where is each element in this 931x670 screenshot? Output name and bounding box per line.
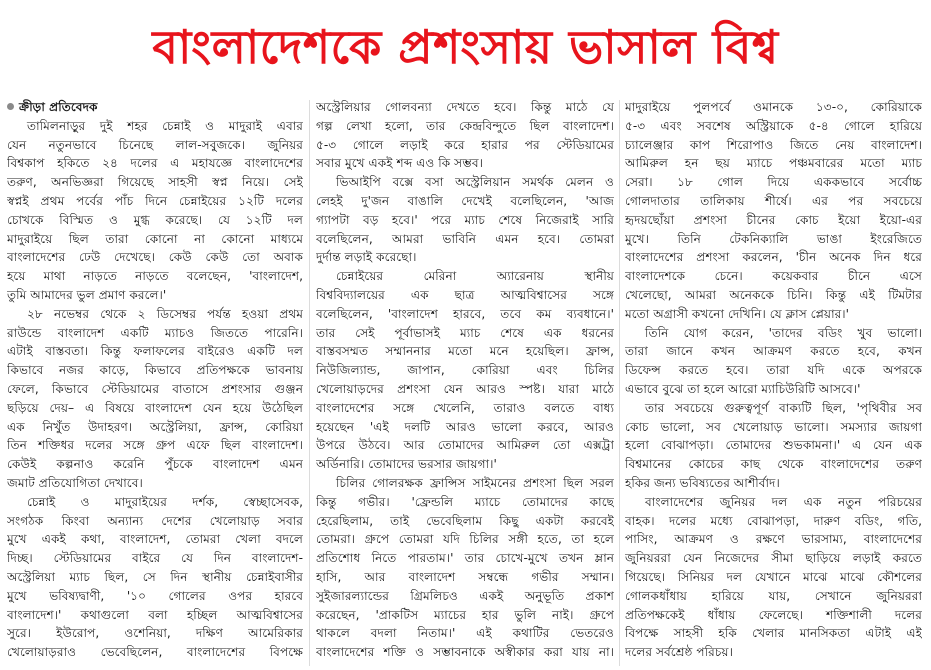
text-line: যেন নতুনভাবে চিনেছে লাল-সবুজকে। জুনিয়র — [7, 137, 303, 152]
text-line: হকির জন্য ভবিষ্যতের আশীর্বাদ। — [625, 475, 780, 490]
text-line: কোচ ভালো, সব খেলোয়াড় ভালো। সমস্যার জায়গা — [625, 419, 922, 434]
text-line: কিন্তু গভীর। 'ফ্রেন্ডলি ম্যাচে তোমাদের কাছে — [316, 494, 614, 509]
text-line: লেহই দু'জন বাঙালি দেখেই বলেছিলেন, 'আজ — [316, 193, 614, 208]
text-line: কেউই কল্পনাও করেনি পুঁচকে বাংলাদেশ এমন — [7, 457, 303, 472]
text-line: বাংলাদেশের সঙ্গে খেলেনি, তারাও বলতে বাধ্য — [316, 400, 614, 415]
text-line: বলেছিলেন, 'বাংলাদেশ হারবে, তবে কম ব্যবধানে।' — [316, 306, 614, 321]
column-3 — [625, 98, 922, 668]
text-line: বাংলাদেশকে চেনে। কয়েকবার চীনে এসে — [625, 269, 922, 284]
text-line: ভিআইপি বক্সে বসা অস্ট্রেলিয়ান সমর্থক মেলন ও — [336, 175, 614, 190]
text-line: তিনি যোগ করেন, 'তাদের বডিং খুব ভালো। — [645, 325, 922, 340]
text-line: তামিলনাড়ুর দুই শহর চেন্নাই ও মাদুরাই এবার — [27, 118, 303, 133]
text-line: বিশ্বকাপ হকিতে ২৪ দলের এ মহাযজ্ঞে বাংলাদেশের — [7, 156, 303, 171]
text-line: তরুণ, অনভিজ্ঞরা গিয়েছে সাহসী স্বপ্ন নিয়ে। সেই — [7, 175, 303, 190]
text-line: প্রতিশোধ নিতে পারতাম।' তার চোখে-মুখে তখন ম্লান — [316, 551, 614, 566]
text-line: বাংলাদেশের জুনিয়র দল এক নতুন পরিচয়ের — [645, 494, 922, 509]
text-line: গ্যাপটা বড় হবে।' পরে ম্যাচ শেষে নিজেরাই সারি — [316, 212, 614, 227]
text-line: অর্ডিনারি। তোমাদের ভরসার জায়গা।' — [316, 457, 497, 472]
text-line: বাংলাদেশ।' কথাগুলো বলা হচ্ছিল আত্মবিশ্বাসের — [7, 607, 303, 622]
text-line: সুইজারল্যান্ডের গ্রিমলিচও একই অনুভূতি প্রকাশ — [316, 588, 614, 603]
text-line: তার সেই পূর্বাভাসই ম্যাচ শেষে এক ধরনের — [316, 325, 614, 340]
text-line: বাস্তবসম্মত সম্মাননার মতো মনে হয়েছিল। ফ্রান্স, — [316, 344, 614, 359]
text-line: বাহক। দলের মধ্যে বোঝাপড়া, দারুণ বডিং, গতি, — [625, 513, 922, 528]
text-line: তুমি আমাদের ভুল প্রমাণ করলে।' — [7, 287, 167, 302]
column-divider — [619, 100, 620, 666]
text-line: খেলোয়াড়রাও ভেবেছিলেন, বাংলাদেশের বিপক্ষে — [7, 645, 303, 660]
text-line: দলের সর্বশ্রেষ্ঠ পরিচয়। — [625, 645, 733, 660]
text-line: জমাট প্রতিযোগিতা দেখাবে। — [7, 475, 143, 490]
text-line: সবার মুখে একই শব্দ এও কি সম্ভব। — [316, 156, 483, 171]
text-line: হৃদয়ছোঁয়া প্রশংসা চীনের কোচ ইয়ো ইয়ো-এর — [625, 212, 922, 227]
text-line: ২৮ নভেম্বর থেকে ২ ডিসেম্বর পর্যন্ত হওয়া প্রথম — [27, 306, 303, 321]
text-line: দিচ্ছ। স্টেডিয়ামের বাইরে যে দিন বাংলাদেশ- — [7, 551, 303, 566]
text-line: দুর্দান্ত লড়াই করেছো। — [316, 250, 417, 265]
text-line: সংগঠক কিংবা অন্যান্য দেশের খেলোয়াড় সবার — [7, 513, 303, 528]
text-line: ডিফেন্স করতে হবে। তারা যদি একে অপরকে — [625, 363, 922, 378]
text-line: নিউজিল্যান্ড, জাপান, কোরিয়া এবং চিলির — [316, 363, 614, 378]
text-line: গোলদাতার তালিকায় শীর্ষে। এর পর সবচেয়ে — [625, 193, 922, 208]
text-line: ৫-৩ গোলে লড়াই করে হারার পর স্টেডিয়ামের — [316, 137, 614, 152]
text-line: তিন শক্তিধর দলের সঙ্গে গ্রুপ এফে ছিল বাংলাদেশ। — [7, 438, 303, 453]
text-line: চিলির গোলরক্ষক ফ্রান্সিস সাইমনের প্রশংসা ছিল সরল — [336, 475, 614, 490]
text-line: গল্প লেখা হলো, তার কেন্দ্রবিন্দুতে ছিল বাংলাদেশ। — [316, 118, 614, 133]
text-line: হয়েছেন 'এই দলটি আরও ভালো করবে, আরও — [316, 419, 614, 434]
column-divider — [309, 100, 310, 666]
text-line: বিশ্ববিদ্যালয়ের এক ছাত্র আত্মবিশ্বাসের সঙ্গে — [316, 287, 614, 302]
text-line: চ্যালেঞ্জার কাপ শিরোপাও জিতে নেয় বাংলাদেশ। — [625, 137, 922, 152]
text-line: বাংলাদেশের শক্তি ও সম্ভাবনাকে অস্বীকার করা যায় না। — [316, 645, 614, 660]
text-line: স্বপ্নই প্রথম পর্বের পাঁচ দিনে চেন্নাইয়ের ১২টি দলের — [7, 193, 303, 208]
headline: বাংলাদেশকে প্রশংসায় ভাসাল বিশ্ব — [152, 20, 779, 74]
text-line: এটাই বাস্তবতা। কিন্তু ফলাফলের বাইরেও একটি দল — [7, 344, 303, 359]
column-2-body — [316, 98, 614, 662]
text-line: চোখকে বিস্মিত ও মুগ্ধ করেছে। যে ১২টি দল — [7, 212, 303, 227]
text-line: করেছেন, 'প্রাকটিস ম্যাচের হার ভুলি নাই। গ্রুপে — [316, 607, 614, 622]
text-line: ছড়িয়ে দেয়– এ বিষয়ে বাংলাদেশ যেন হয়ে উঠেছিল — [7, 400, 303, 415]
text-line: বলেছিলেন, আমরা ভাবিনি এমন হবে। তোমরা — [316, 231, 614, 246]
column-1 — [7, 98, 303, 668]
text-line: মাদুরাইয়ে ছিল তারা কোনো না কোনো মাধ্যমে — [7, 231, 303, 246]
text-line: খেলোয়াড়দের প্রশংসা যেন আরও স্পষ্ট। যারা মাঠে — [316, 381, 614, 396]
text-line: এভাবে বুঝে তা হলে আরো ম্যাচিউরিটি আসবে।' — [625, 381, 861, 396]
text-line: আমিরুল হন ছয় ম্যাচে পঞ্চমবারের মতো ম্যাচ — [625, 156, 922, 171]
text-line: অস্ট্রেলিয়ার গোলবন্যা দেখতে হবে। কিন্তু মাঠে যে — [316, 100, 614, 114]
byline: ক্রীড়া প্রতিবেদক — [7, 98, 303, 117]
bullet-icon — [7, 103, 14, 110]
text-line: গোলকধাঁধায় হারিয়ে যায়, সেখানে জুনিয়ররা — [625, 588, 922, 603]
text-line: তোমরা। গ্রুপে তোমরা যদি চিলির সঙ্গী হতে, তা হলে — [316, 532, 614, 547]
text-line: সেরা। ১৮ গোল দিয়ে এককভাবে সর্বোচ্চ — [625, 175, 922, 190]
text-line: চেন্নাইয়ের মেরিনা অ্যারেনায় স্থানীয় — [336, 269, 614, 284]
text-line: সুরে। ইউরোপ, ওশেনিয়া, দক্ষিণ আমেরিকার — [7, 626, 303, 641]
text-line: রাউন্ডে বাংলাদেশ একটি ম্যাচও জিততে পারেনি। — [7, 325, 303, 340]
text-line: বাংলাদেশের ঢেউ দেখেছে। কেউ কেউ তো অবাক — [7, 250, 303, 265]
text-line: মতো অগ্রাসী কখনো দেখিনি। যে ক্লাস প্লেয়ার।' — [625, 306, 850, 321]
text-line: বিশ্বমানের কোচের কাছ থেকে বাংলাদেশের তরুণ — [625, 457, 922, 472]
text-line: থাকলে বদলা নিতাম।' এই কথাটির ভেতরেও — [316, 626, 614, 641]
text-line: মাদুরাইয়ে পুলপর্বে ওমানকে ১৩-০, কোরিয়াকে — [625, 100, 922, 114]
text-line: পাসিং, আক্রমণ ও রক্ষণে ভারসাম্য, বাংলাদেশের — [625, 532, 922, 547]
text-line: অস্ট্রেলিয়া ম্যাচ ছিল, সে দিন স্থানীয় চেন্নাইবাসীর — [7, 569, 303, 584]
text-line: তার সবচেয়ে গুরুত্বপূর্ণ বাক্যটি ছিল, 'পৃথিবীর সব — [645, 400, 922, 415]
text-line: এক নিখুঁত উদাহরণ। অস্ট্রেলিয়া, ফ্রান্স, কোরিয়া — [7, 419, 303, 434]
text-line: খেলেছো, আমরা অনেককে চিনি। কিন্তু এই টিমটার — [625, 287, 922, 302]
text-line: বিপক্ষে সাহসী হকি খেলার মানসিকতা এটাই এই — [625, 626, 922, 641]
text-line: প্রতিপক্ষকেই ধাঁধায় ফেলেছে। শক্তিশালী দলের — [625, 607, 922, 622]
text-line: মুখে ভবিষ্যদ্বাণী, '১০ গোলের ওপর হারবে — [7, 588, 303, 603]
column-3-body — [625, 98, 922, 662]
text-line: চেন্নাই ও মাদুরাইয়ের দর্শক, স্বেচ্ছাসেবক, — [27, 494, 303, 509]
text-line: বাংলাদেশের প্রশংসা করলেন, 'চীন অনেক দিন ধরে — [625, 250, 922, 265]
text-line: জুনিয়ররা যেন নিজেদের সীমা ছাড়িয়ে লড়াই করতে — [625, 551, 922, 566]
text-line: গিয়েছে। সিনিয়র দল যেখানে মাঝে মাঝে কৌশলের — [625, 569, 922, 584]
column-2 — [316, 98, 614, 668]
text-line: হেরেছিলাম, তাই ভেবেছিলাম কিছু একটা করবেই — [316, 513, 614, 528]
text-line: ফেলে, কিভাবে স্টেডিয়ামের বাতাসে প্রশংসার গুঞ্জন — [7, 381, 303, 396]
text-line: কিভাবে নজর কাড়ে, কিভাবে প্রতিপক্ষকে ভাবনায় — [7, 363, 303, 378]
text-line: তারা জানে কখন আক্রমণ করতে হবে, কখন — [625, 344, 922, 359]
text-line: উপরে উঠবে। আর তোমাদের আমিরুল তো এক্সট্রা — [316, 438, 614, 453]
text-line: হলো বোঝাপড়া। তোমাদের শুভকামনা।' এ যেন এক — [625, 438, 922, 453]
text-line: ৫-৩ এবং সবশেষ অস্ট্রিয়াকে ৫-৪ গোলে হারিয়ে — [625, 118, 922, 133]
text-line: মুখে। তিনি টেকনিক্যালি ভাঙা ইংরেজিতে — [625, 231, 922, 246]
text-line: মুখে একই কথা, বাংলাদেশ, তোমরা খেলা বদলে — [7, 532, 303, 547]
text-line: হয়ে মাথা নাড়তে নাড়তে বলেছেন, 'বাংলাদেশ, — [7, 269, 303, 284]
text-line: হাসি, আর বাংলাদেশ সম্বন্ধে গভীর সম্মান। — [316, 569, 614, 584]
column-1-body — [7, 117, 303, 662]
